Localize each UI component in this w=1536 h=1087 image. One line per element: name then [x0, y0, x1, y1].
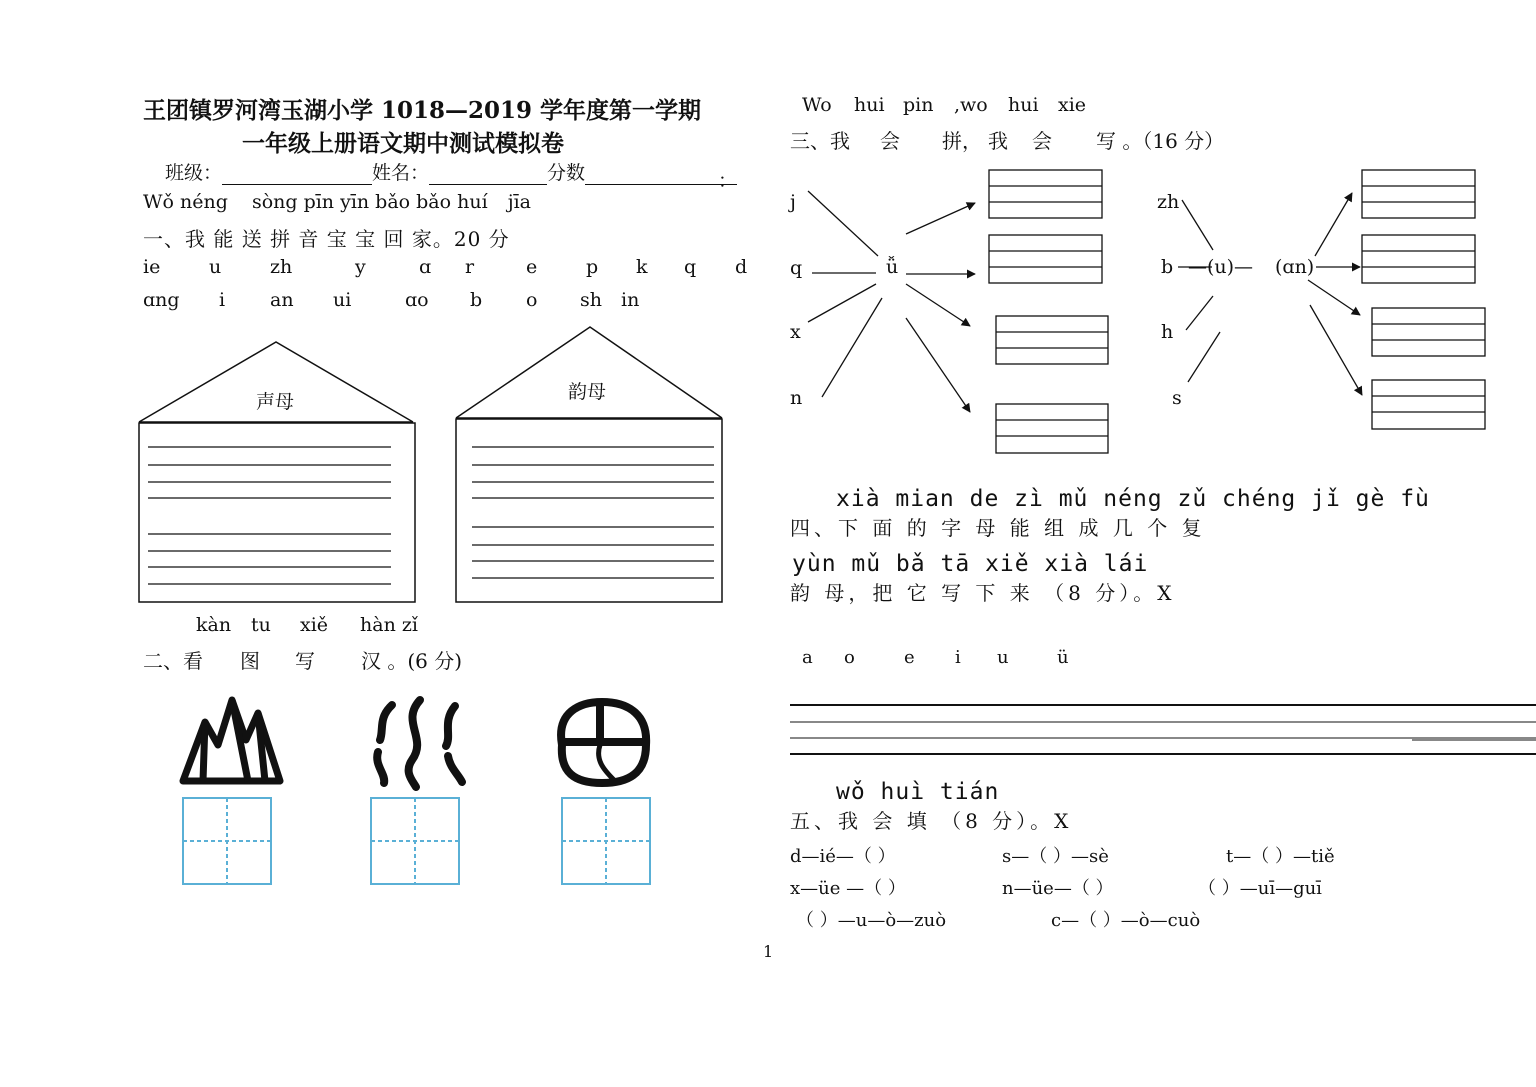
letter: k	[636, 256, 648, 278]
section4-pinyin-2: yùn mǔ bǎ tā xiě xià lái	[792, 551, 1149, 577]
fill-item[interactable]: （ ）—u—ò—zuò	[796, 910, 947, 931]
section5-pinyin: wǒ huì tián	[836, 779, 1000, 805]
letter: p	[586, 256, 599, 278]
writing-grids	[183, 798, 650, 884]
score-colon: ：	[718, 170, 738, 192]
heading-part: 三、我	[790, 129, 850, 153]
letter: y	[355, 256, 366, 278]
section4-heading-2: 韵 母，把 它 写 下 来 （8 分）。X	[790, 581, 1176, 605]
heading-part: 写	[295, 649, 315, 673]
pinyin-word: xiě	[300, 614, 329, 636]
mountain-icon	[183, 700, 280, 781]
heading-part: 图	[240, 649, 260, 673]
heading-part: 会	[880, 129, 900, 153]
heading-part: 汉 。(6 分)	[361, 649, 463, 673]
letter: a	[802, 647, 813, 668]
heading-part: 写 。（16 分）	[1096, 129, 1225, 153]
letter: d	[735, 256, 748, 278]
initial-n: n	[790, 387, 803, 409]
pinyin-word: xie	[1058, 94, 1087, 116]
letter: b	[470, 289, 483, 311]
field-icon	[561, 702, 646, 783]
letter: i	[219, 289, 226, 311]
section4-heading-1: 四、下 面 的 字 母 能 组 成 几 个 复	[790, 516, 1206, 540]
pinyin-word: hui	[854, 94, 885, 116]
pinyin-word: hui	[1008, 94, 1039, 116]
heading-part: 拼，	[942, 129, 982, 153]
fill-item[interactable]: c—（ ）—ò—cuò	[1051, 910, 1201, 931]
letter: e	[904, 647, 915, 668]
page-number: 1	[763, 942, 774, 961]
house-yunmu	[456, 327, 722, 602]
final-an: (ɑn)	[1275, 256, 1315, 278]
pinyin-word: sòng pīn yīn bǎo bǎo huí	[251, 191, 488, 213]
water-icon	[377, 700, 462, 787]
heading-part: 我	[988, 129, 1008, 153]
heading-part: 二、看	[143, 649, 203, 673]
letter: ü	[1057, 647, 1069, 668]
pinyin-word: ,wo	[954, 94, 988, 116]
house-shengmu	[139, 342, 415, 602]
initial-x: x	[790, 321, 801, 343]
pinyin-word: tu	[251, 614, 271, 636]
score-label: 分数	[547, 162, 586, 184]
initial-q: q	[790, 257, 803, 279]
letter: o	[526, 289, 538, 311]
letter: u	[209, 256, 222, 278]
pinyin-word: hàn zǐ	[360, 614, 418, 636]
letter: i	[955, 647, 961, 668]
pinyin-word: Wǒ néng	[143, 191, 228, 213]
letter: r	[465, 256, 475, 278]
pinyin-connector-lines	[808, 191, 1362, 412]
letter: ɑng	[143, 289, 180, 311]
initial-j: j	[790, 191, 796, 213]
initial-zh: zh	[1157, 191, 1180, 213]
section1-heading: 一、我 能 送 拼 音 宝 宝 回 家。20 分	[143, 227, 510, 251]
heading-part: 会	[1032, 129, 1052, 153]
title-line-1: 王团镇罗河湾玉湖小学 1018—2019 学年度第一学期	[143, 97, 702, 124]
letter: ie	[143, 256, 161, 278]
fill-item[interactable]: d—ié—（ ）	[790, 846, 896, 867]
final-v: ǚ	[886, 256, 899, 278]
initial-s: s	[1172, 387, 1182, 409]
fill-item[interactable]: （ ）—uī—guī	[1198, 878, 1322, 899]
letter: in	[621, 289, 640, 311]
letter: ɑ	[419, 256, 432, 278]
initial-h: h	[1161, 321, 1174, 343]
initial-b: b	[1161, 256, 1174, 278]
letter: zh	[270, 256, 293, 278]
pinyin-writing-boxes	[989, 170, 1485, 453]
fill-item[interactable]: s—（ ）—sè	[1002, 846, 1109, 867]
section4-writing-lines	[790, 705, 1536, 754]
pinyin-word: jīa	[507, 191, 531, 213]
medial-u: —(u)—	[1188, 256, 1254, 278]
letter: u	[997, 647, 1009, 668]
title-line-2: 一年级上册语文期中测试模拟卷	[242, 130, 564, 157]
pinyin-word: kàn	[196, 614, 232, 636]
fill-item[interactable]: x—üe —（ ）	[790, 878, 906, 899]
pinyin-word: pin	[903, 94, 934, 116]
letter: sh	[580, 289, 602, 311]
house1-label: 声母	[256, 391, 295, 413]
letter: an	[270, 289, 294, 311]
name-label: 姓名：	[372, 162, 430, 184]
fill-item[interactable]: t—（ ）—tiě	[1226, 846, 1335, 867]
house2-label: 韵母	[568, 381, 607, 403]
letter: ɑo	[405, 289, 429, 311]
letter: q	[684, 256, 697, 278]
section5-heading: 五、我 会 填 （8 分）。X	[790, 809, 1073, 833]
letter: o	[844, 647, 855, 668]
letter: e	[526, 256, 538, 278]
fill-item[interactable]: n—üe—（ ）	[1002, 878, 1114, 899]
pinyin-word: Wo	[802, 94, 832, 116]
class-label: 班级：	[165, 162, 223, 184]
letter: ui	[333, 289, 352, 311]
section4-pinyin-1: xià mian de zì mǔ néng zǔ chéng jǐ gè fù	[836, 486, 1430, 512]
